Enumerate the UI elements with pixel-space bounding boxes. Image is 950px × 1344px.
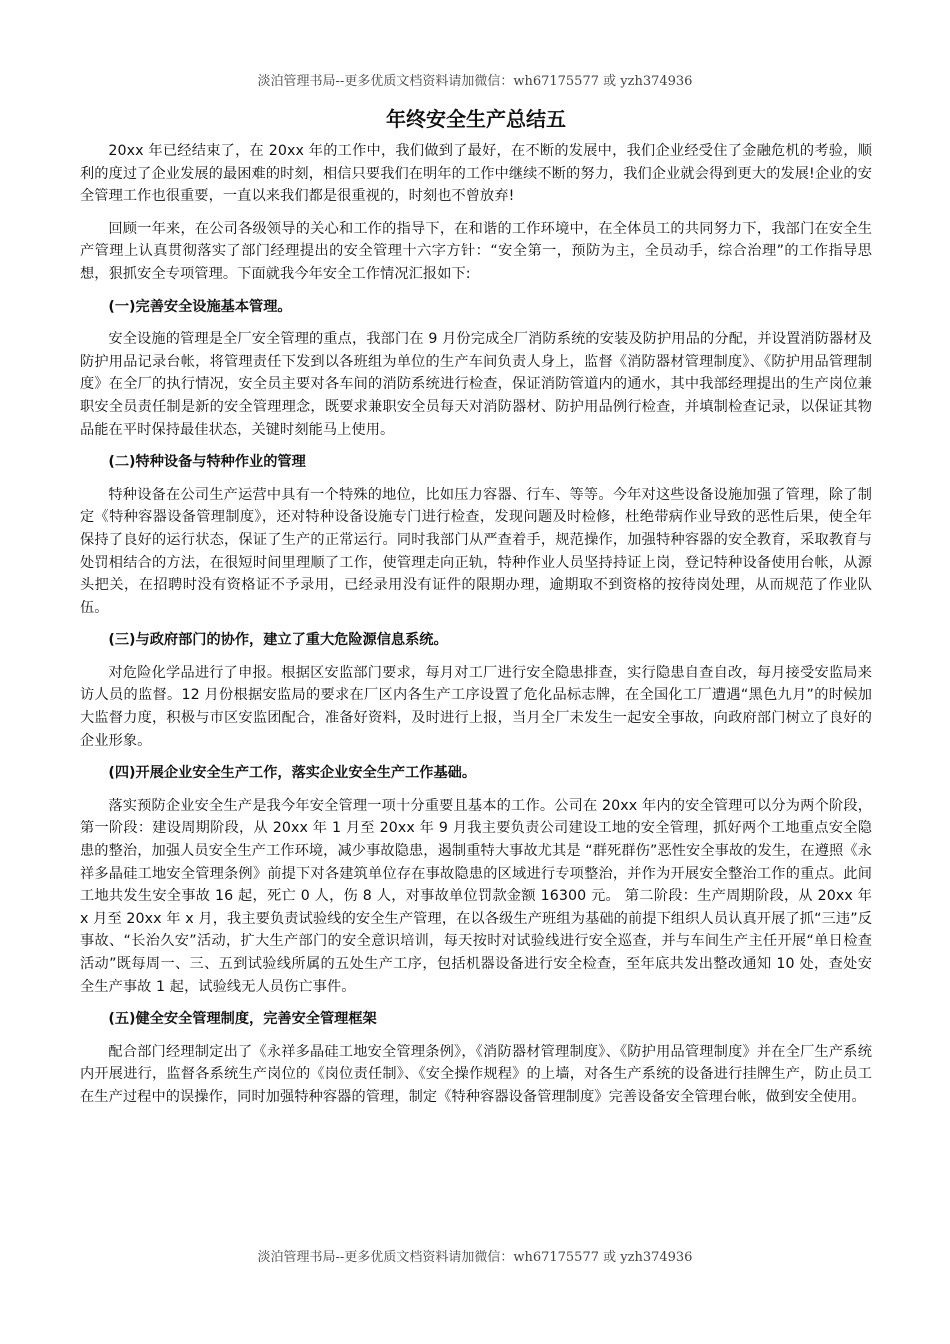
document-body: [80, 104, 872, 1119]
section-heading-4: (四)开展企业安全生产工作，落实企业安全生产工作基础。: [108, 765, 477, 782]
intro-paragraph-2: 回顾一年来，在公司各级领导的关心和工作的指导下，在和谐的工作环境中，在全体员工的共同努力下，我部门在安全生产管理上认真贯彻落实了部门经理提出的安全管理十六字方针：“安全第一，预防为主，全员动手，综合治理”的工作指导思想，狠抓安全专项管理。下面就我今年安全工作情况汇报如下:: [80, 220, 872, 282]
section-body-2: 特种设备在公司生产运营中具有一个特殊的地位，比如压力容器、行车、等等。今年对这些设备设施加强了管理，除了制定《特种容器设备管理制度》，还对特种设备设施专门进行检查，发现问题及时检修，杜绝带病作业导致的恶性后果，使全年保持了良好的运行状态，保证了生产的正常运行。同时我部门从严查着手，规范操作，加强特种容器的安全教育，采取教育与处罚相结合的方法，在很短时间里理顺了工作，使管理走向正轨，特种作业人员坚持持证上岗，登记特种设备使用台帐，从源头把关，在招聘时没有资格证不予录用，已经录用没有证件的限期办理，逾期取不到资格的按待岗处理，从而规范了作业队伍。: [80, 486, 872, 616]
section-body-3: 对危险化学品进行了申报。根据区安监部门要求，每月对工厂进行安全隐患排查，实行隐患自查自改，每月接受安监局来访人员的监督。12 月份根据安监局的要求在厂区内各生产工序设置了危化品标志牌，在全国化工厂遭遇“黑色九月”的时候加大监督力度，积极与市区安监团配合，准备好资料，及时进行上报，当月全厂未发生一起安全事故，向政府部门树立了良好的企业形象。: [80, 664, 872, 749]
header-watermark-note: 淡泊管理书局--更多优质文档资料请加微信：wh67175577 或 yzh374936: [257, 74, 693, 89]
section-body-4: 落实预防企业安全生产是我今年安全管理一项十分重要且基本的工作。公司在 20xx 年内的安全管理可以分为两个阶段，第一阶段：建设周期阶段，从 20xx 年 1 月至 20xx 年 9 月我主要负责公司建设工地的安全管理，抓好两个工地重点安全隐患的整治，加强人员安全生产工作环境，减少事故隐患，遏制重特大事故尤其是 “群死群伤”恶性安全事故的发生，在遵照《永祥多晶硅工地安全管理条例》前提下对各建筑单位存在事故隐患的区域进行专项整治，并作为开展安全整治工作的重点。此间工地共发生安全事故 16 起，死亡 0 人，伤 8 人，对事故单位罚款金额 16300 元。 第二阶段：生产周期阶段，从 20xx 年 x 月至 20xx 年 x 月，我主要负责试验线的安全生产管理，在以各级生产班组为基础的前提下组织人员认真开展了抓“三违”反事故、“长治久安”活动，扩大生产部门的安全意识培训，每天按时对试验线进行安全巡查，并与车间生产主任开展“单日检查活动”既每周一、三、五到试验线所属的五处生产工序，包括机器设备进行安全检查，至年底共发出整改通知 10 处，查处安全生产事故 1 起，试验线无人员伤亡事件。: [80, 797, 872, 995]
section-heading-5: (五)健全安全管理制度，完善安全管理框架: [108, 1011, 377, 1028]
section-body-1: 安全设施的管理是全厂安全管理的重点，我部门在 9 月份完成全厂消防系统的安装及防护用品的分配，并设置消防器材及防护用品记录台帐，将管理责任下发到以各班组为单位的生产车间负责人身上，监督《消防器材管理制度》、《防护用品管理制度》在全厂的执行情况，安全员主要对各车间的消防系统进行检查，保证消防管道内的通水，其中我部经理提出的生产岗位兼职安全员责任制是新的安全管理理念，既要求兼职安全员每天对消防器材、防护用品例行检查，并填制检查记录，以保证其物品能在平时保持最佳状态，关键时刻能马上使用。: [80, 331, 872, 438]
intro-paragraph-1: 20xx 年已经结束了，在 20xx 年的工作中，我们做到了最好，在不断的发展中，我们企业经受住了金融危机的考验，顺利的度过了企业发展的最困难的时刻，相信只要我们在明年的工作中继续不断的努力，我们企业就会得到更大的发展!企业的安全管理工作也很重要，一直以来我们都是很重视的，时刻也不曾放弃!: [80, 143, 872, 205]
footer-watermark-note: 淡泊管理书局--更多优质文档资料请加微信：wh67175577 或 yzh374936: [257, 1250, 693, 1265]
section-heading-2: (二)特种设备与特种作业的管理: [108, 454, 306, 471]
section-body-5: 配合部门经理制定出了《永祥多晶硅工地安全管理条例》，《消防器材管理制度》、《防护用品管理制度》并在全厂生产系统内开展进行，监督各系统生产岗位的《岗位责任制》、《安全操作规程》的上墙，对各生产系统的设备进行挂牌生产，防止员工在生产过程中的误操作，同时加强特种容器的管理，制定《特种容器设备管理制度》完善设备安全管理台帐，做到安全使用。: [80, 1043, 872, 1105]
section-heading-3: (三)与政府部门的协作，建立了重大危险源信息系统。: [108, 632, 448, 649]
document-title: 年终安全生产总结五: [386, 107, 566, 131]
section-heading-1: (一)完善安全设施基本管理。: [108, 298, 292, 315]
